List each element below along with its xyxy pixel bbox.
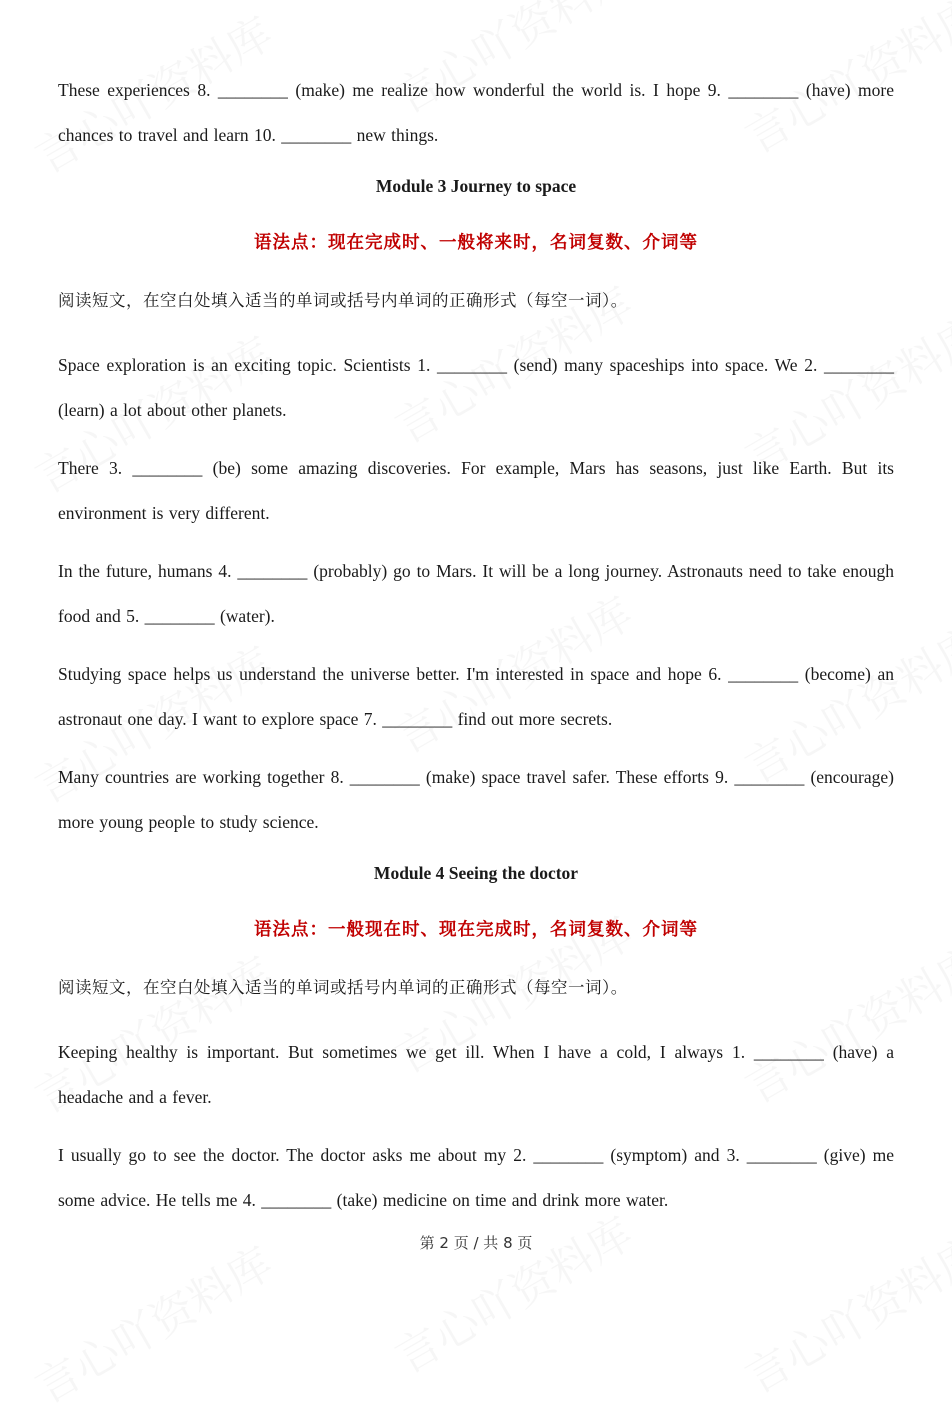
module3-grammar-points: 语法点：现在完成时、一般将来时，名词复数、介词等 bbox=[254, 233, 698, 253]
module3-title: Module 3 Journey to space bbox=[375, 176, 577, 196]
module4-paragraph-2: I usually go to see the doctor. The doctor asks me about my 2. ________ (symptom) and 3. ________ (give) me some advice. He tells me 4. ________ (take) medicine on time and drink more water. bbox=[58, 1145, 894, 1210]
module4-grammar-points: 语法点：一般现在时、现在完成时，名词复数、介词等 bbox=[254, 920, 698, 940]
module3-instruction: 阅读短文，在空白处填入适当的单词或括号内单词的正确形式（每空一词）。 bbox=[58, 291, 628, 310]
module3-paragraph-3: In the future, humans 4. ________ (probably) go to Mars. It will be a long journey. Astronauts need to take enough food and 5. ________ (water). bbox=[58, 561, 894, 626]
module3-paragraph-1: Space exploration is an exciting topic. Scientists 1. ________ (send) many spaceships into space. We 2. ________ (learn) a lot about other planets. bbox=[58, 355, 894, 420]
module3-paragraph-5: Many countries are working together 8. ________ (make) space travel safer. These efforts 9. ________ (encourage) more young people to study science. bbox=[58, 767, 894, 832]
module4-title: Module 4 Seeing the doctor bbox=[373, 863, 579, 883]
paragraph-prev-section: These experiences 8. ________ (make) me realize how wonderful the world is. I hope 9. ________ (have) more chances to travel and learn 10. ________ new things. bbox=[58, 80, 894, 145]
document-body bbox=[58, 68, 894, 1236]
page-number-footer: 第 2 页 / 共 8 页 bbox=[419, 1234, 533, 1252]
module4-instruction: 阅读短文，在空白处填入适当的单词或括号内单词的正确形式（每空一词）。 bbox=[58, 978, 628, 997]
watermark bbox=[22, 1228, 283, 1415]
module3-paragraph-4: Studying space helps us understand the universe better. I'm interested in space and hope 6. ________ (become) an astronaut one day. I want to explore space 7. ________ find out more secrets. bbox=[58, 664, 894, 729]
module4-paragraph-1: Keeping healthy is important. But sometimes we get ill. When I have a cold, I always 1. ________ (have) a headache and a fever. bbox=[58, 1042, 894, 1107]
module3-paragraph-2: There 3. ________ (be) some amazing discoveries. For example, Mars has seasons, just like Earth. But its environment is very different. bbox=[58, 458, 894, 523]
